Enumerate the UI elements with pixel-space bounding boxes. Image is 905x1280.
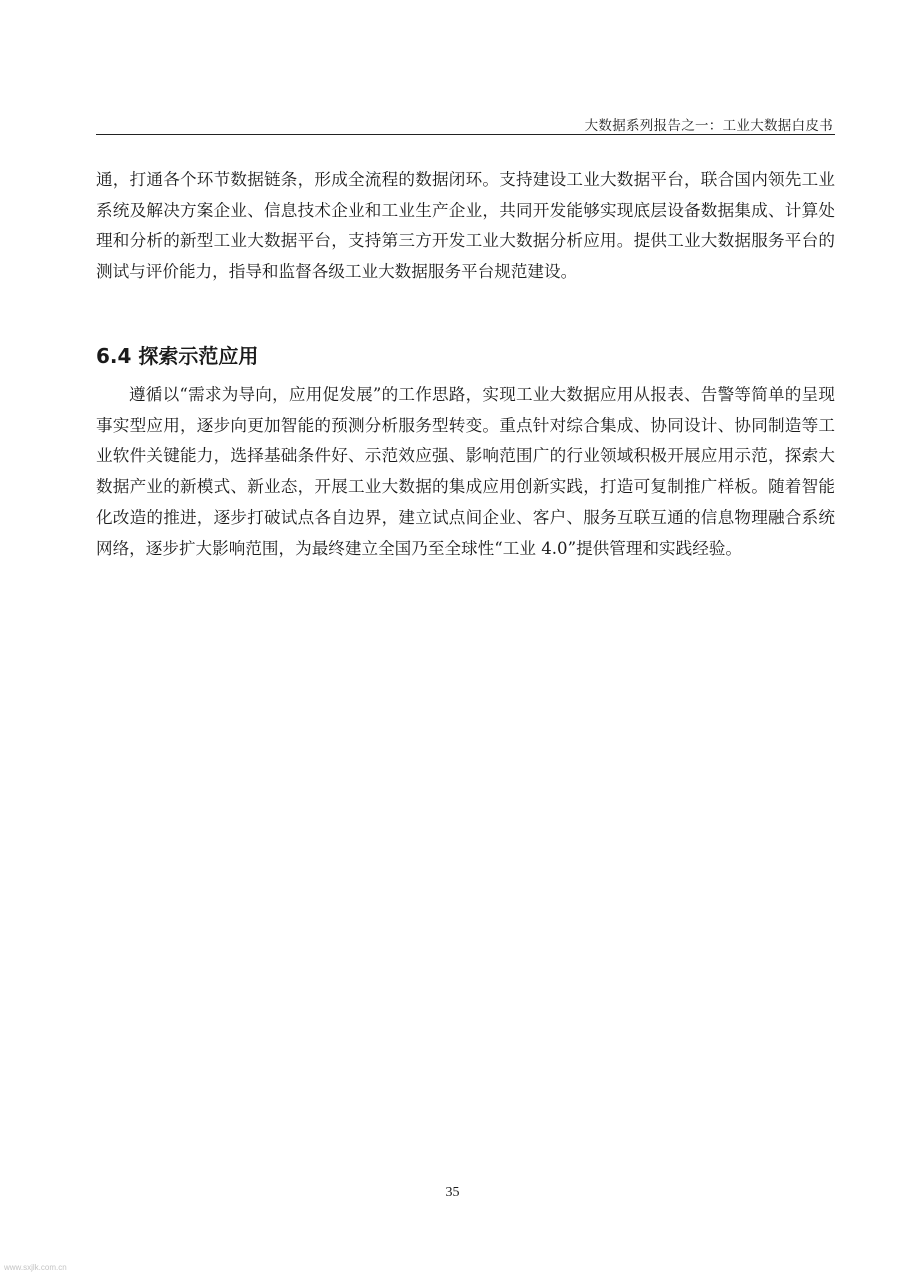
page-number: 35 (445, 1185, 460, 1200)
body-paragraph-2: 遵循以“需求为导向，应用促发展”的工作思路，实现工业大数据应用从报表、告警等简单的呈现事实型应用，逐步向更加智能的预测分析服务型转变。重点针对综合集成、协同设计、协同制造等工业软件关键能力，选择基础条件好、示范效应强、影响范围广的行业领域积极开展应用示范，探索大数据产业的新模式、新业态，开展工业大数据的集成应用创新实践，打造可复制推广样板。随着智能化改造的推进，逐步打破试点各自边界，建立试点间企业、客户、服务互联互通的信息物理融合系统网络，逐步扩大影响范围，为最终建立全国乃至全球性“工业 4.0”提供管理和实践经验。 (96, 385, 835, 558)
watermark: www.sxjlk.com.cn (4, 1263, 67, 1272)
running-header (96, 112, 835, 135)
section-heading: 6.4 探索示范应用 (96, 344, 259, 368)
body-paragraph-1: 通，打通各个环节数据链条，形成全流程的数据闭环。支持建设工业大数据平台，联合国内领先工业系统及解决方案企业、信息技术企业和工业生产企业，共同开发能够实现底层设备数据集成、计算处理和分析的新型工业大数据平台，支持第三方开发工业大数据分析应用。提供工业大数据服务平台的测试与评价能力，指导和监督各级工业大数据服务平台规范建设。 (96, 170, 835, 282)
running-header-title: 大数据系列报告之一：工业大数据白皮书 (584, 118, 833, 134)
